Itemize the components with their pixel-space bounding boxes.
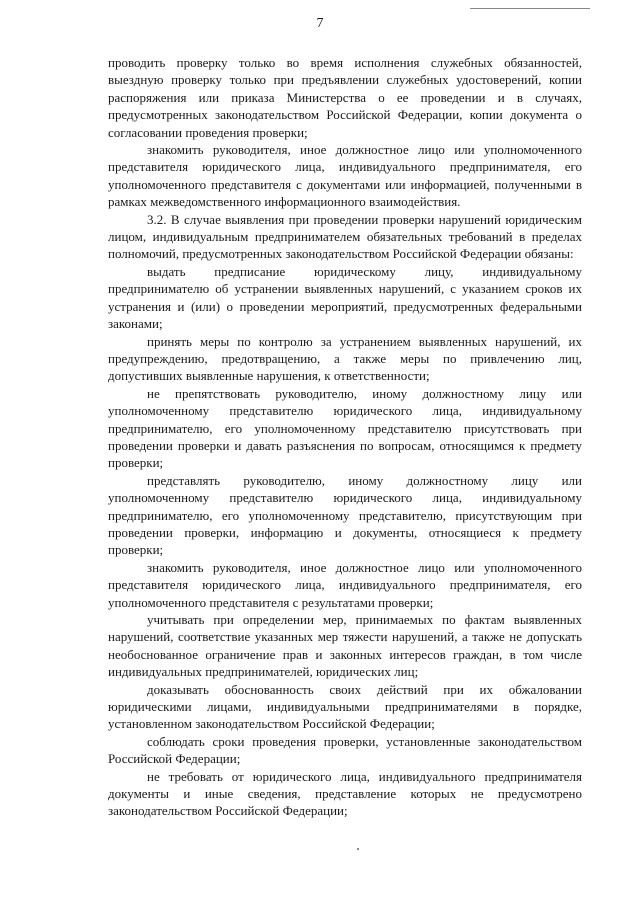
paragraph-4: выдать предписание юридическому лицу, индивидуальному предпринимателю об устранении выявленных нарушений, с указанием сроков их устранения и (или) о проведении мероприятий, предусмотренных федеральными законами;	[108, 263, 582, 332]
document-body	[108, 54, 582, 820]
paragraph-10: доказывать обоснованность своих действий при их обжаловании юридическими лицами, индивидуальными предпринимателями в порядке, установленном законодательством Российской Федерации;	[108, 681, 582, 732]
paragraph-1: проводить проверку только во время исполнения служебных обязанностей, выездную проверку только при предъявлении служебных удостоверений, копии распоряжения или приказа Министерства о ее проведении и в случаях, предусмотренных законодательством Российской Федерации, копии документа о согласовании проведения проверки;	[108, 55, 582, 140]
paragraph-8: знакомить руководителя, иное должностное лицо или уполномоченного представителя юридического лица, индивидуального предпринимателя, его уполномоченного представителя с результатами проверки;	[108, 559, 582, 610]
paragraph-6: не препятствовать руководителю, иному должностному лицу или уполномоченному представителю юридического лица, индивидуальному предпринимателю, его уполномоченному представителю присутствовать при проведении проверки и давать разъяснения по вопросам, относящимся к предмету проверки;	[108, 385, 582, 471]
paragraph-9: учитывать при определении мер, принимаемых по фактам выявленных нарушений, соответствие указанных мер тяжести нарушений, а также не допускать необоснованное ограничение прав и законных интересов граждан, в том числе индивидуальных предпринимателей, юридических лиц;	[108, 612, 582, 680]
page-number: 7	[316, 16, 324, 31]
paragraph-11: соблюдать сроки проведения проверки, установленные законодательством Российской Федерации;	[108, 733, 582, 767]
scan-speck	[357, 848, 359, 850]
paragraph-3: 3.2. В случае выявления при проведении проверки нарушений юридическим лицом, индивидуальным предпринимателем обязательных требований в пределах полномочий, предусмотренных законодательством Российской Федерации обязаны:	[108, 211, 582, 262]
paragraph-2: знакомить руководителя, иное должностное лицо или уполномоченного представителя юридического лица, индивидуального предпринимателя, его уполномоченного представителя с документами или информацией, полученными в рамках межведомственного информационного взаимодействия.	[108, 142, 582, 210]
paragraph-7: представлять руководителю, иному должностному лицу или уполномоченному представителю юридического лица, индивидуальному предпринимателю, его уполномоченному представителю, присутствующим при проведении проверки, информацию и документы, относящиеся к предмету проверки;	[108, 472, 582, 558]
paragraph-5: принять меры по контролю за устранением выявленных нарушений, их предупреждению, предотвращению, а также меры по привлечению лиц, допустивших выявленные нарушения, к ответственности;	[108, 333, 582, 384]
header-rule	[470, 8, 590, 9]
paragraph-12: не требовать от юридического лица, индивидуального предпринимателя документы и иные сведения, представление которых не предусмотрено законодательством Российской Федерации;	[108, 768, 582, 819]
